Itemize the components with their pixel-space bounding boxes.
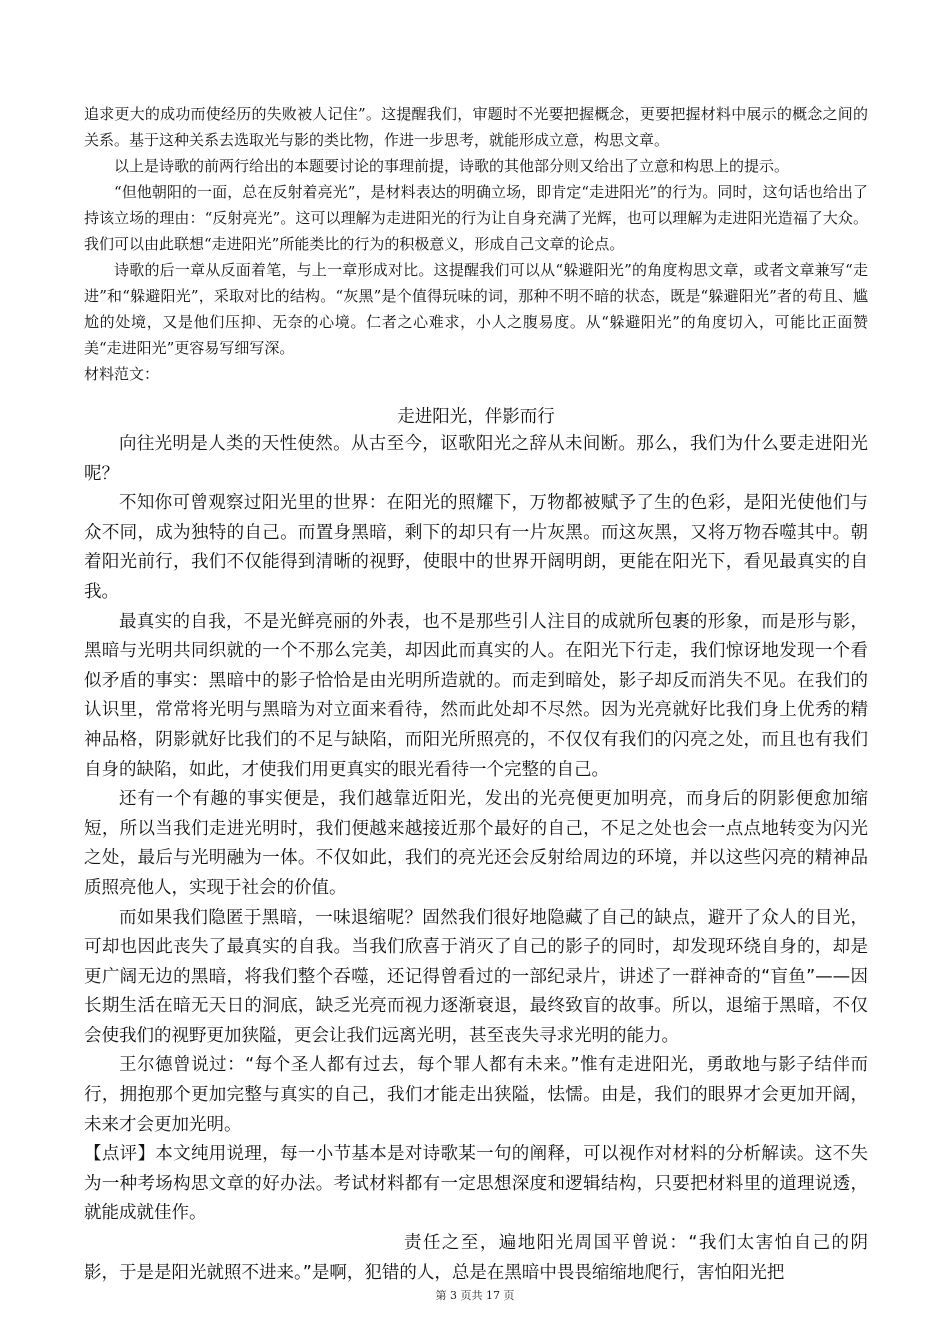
analysis-section: [84, 101, 868, 387]
analysis-paragraph: 追求更大的成功而使经历的失败被人记住”。这提醒我们，审题时不光要把握概念，更要把握材料中展示的概念之间的关系。基于这种关系去选取光与影的类比物，作进一步思考，就能形成立意，构思文章。: [84, 105, 868, 149]
sample-essay-label: 材料范文：: [84, 365, 160, 383]
analysis-paragraph: 以上是诗歌的前两行给出的本题要讨论的事理前提，诗歌的其他部分则又给出了立意和构思上的提示。: [114, 157, 790, 175]
comment-paragraph: 【点评】本文纯用说理，每一小节基本是对诗歌某一句的阐释，可以视作对材料的分析解读。这不失为一种考场构思文章的好办法。考试材料都有一定思想深度和逻辑结构，只要把材料里的道理说透，就能成就佳作。: [84, 1144, 868, 1224]
essay-body: [84, 430, 868, 1288]
essay-paragraph: 向往光明是人类的天性使然。从古至今，讴歌阳光之辞从未间断。那么，我们为什么要走进阳光呢？: [84, 434, 868, 484]
essay-paragraph: 而如果我们隐匿于黑暗，一味退缩呢？固然我们很好地隐藏了自己的缺点，避开了众人的目光，可却也因此丧失了最真实的自我。当我们欣喜于消灭了自己的影子的同时，却发现环绕自身的，却是更广阔无边的黑暗，将我们整个吞噬，还记得曾看过的一部纪录片，讲述了一群神奇的“盲鱼”——因长期生活在暗无天日的洞底，缺乏光亮而视力逐渐衰退，最终致盲的故事。所以，退缩于黑暗，不仅会使我们的视野更加狭隘，更会让我们远离光明，甚至丧失寻求光明的能力。: [84, 907, 868, 1046]
essay-paragraph: 王尔德曾说过：“每个圣人都有过去，每个罪人都有未来。”惟有走进阳光，勇敢地与影子结伴而行，拥抱那个更加完整与真实的自己，我们才能走出狭隘，怯懦。由是，我们的眼界才会更加开阔，未来才会更加光明。: [84, 1055, 868, 1135]
next-essay-title: 责任之至，遍地阳光: [404, 1233, 575, 1254]
essay-paragraph: 还有一个有趣的事实便是，我们越靠近阳光，发出的光亮便更加明亮，而身后的阴影便愈加缩短，所以当我们走进光明时，我们便越来越接近那个最好的自己，不足之处也会一点点地转变为闪光之处，最后与光明融为一体。不仅如此，我们的亮光还会反射给周边的环境，并以这些闪亮的精神品质照亮他人，实现于社会的价值。: [84, 789, 868, 898]
analysis-paragraph: “但他朝阳的一面，总在反射着亮光”，是材料表达的明确立场，即肯定“走进阳光”的行为。同时，这句话也给出了持该立场的理由：“反射亮光”。这可以理解为走进阳光的行为让自身充满了光辉，也可以理解为走进阳光造福了大众。我们可以由此联想“走进阳光”所能类比的行为的积极意义，形成自己文章的论点。: [84, 183, 868, 253]
essay-title: 走进阳光，伴影而行: [397, 407, 555, 427]
next-essay-text: 周国平曾说：“我们太害怕自己的阴影，于是是阳光就照不进来。”是啊，犯错的人，总是在黑暗中畏畏缩缩地爬行，害怕阳光把: [84, 1233, 869, 1283]
essay-paragraph: 最真实的自我，不是光鲜亮丽的外表，也不是那些引人注目的成就所包裹的形象，而是形与影，黑暗与光明共同织就的一个不那么完美，却因此而真实的人。在阳光下行走，我们惊讶地发现一个看似矛盾的事实：黑暗中的影子恰恰是由光明所造就的。而走到暗处，影子却反而消失不见。在我们的认识里，常常将光明与黑暗为对立面来看待，然而此处却不尽然。因为光亮就好比我们身上优秀的精神品格，阴影就好比我们的不足与缺陷，而阳光所照亮的，不仅仅有我们的闪亮之处，而且也有我们自身的缺陷，如此，才使我们用更真实的眼光看待一个完整的自己。: [84, 611, 868, 780]
next-essay-paragraph: [84, 1229, 868, 1288]
page-footer: 第 3 页共 17 页: [435, 1289, 515, 1302]
analysis-paragraph: 诗歌的后一章从反面着笔，与上一章形成对比。这提醒我们可以从“躲避阳光”的角度构思文章，或者文章兼写“走进”和“躲避阳光”，采取对比的结构。“灰黑”是个值得玩味的词，那种不明不暗的状态，既是“躲避阳光”者的苟且、尴尬的处境，又是他们压抑、无奈的心境。仁者之心难求，小人之腹易度。从“躲避阳光”的角度切入，可能比正面赞美“走进阳光”更容易写细写深。: [84, 261, 868, 357]
essay-paragraph: 不知你可曾观察过阳光里的世界：在阳光的照耀下，万物都被赋予了生的色彩，是阳光使他们与众不同，成为独特的自己。而置身黑暗，剩下的却只有一片灰黑。而这灰黑，又将万物吞噬其中。朝着阳光前行，我们不仅能得到清晰的视野，使眼中的世界开阔明朗，更能在阳光下，看见最真实的自我。: [84, 493, 868, 602]
